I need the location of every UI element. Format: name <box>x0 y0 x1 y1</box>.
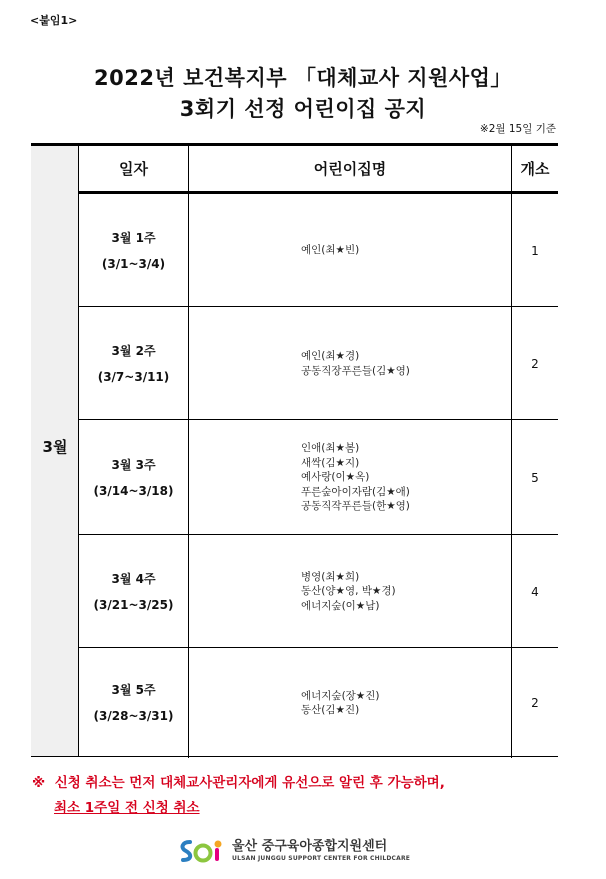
org-name-ko: 울산 중구육아종합지원센터 <box>232 839 388 854</box>
daycare-names <box>188 535 512 648</box>
month-label: 3월 <box>42 438 68 456</box>
doc-title-line1: 2022년 보건복지부 「대체교사 지원사업」 <box>94 66 512 90</box>
daycare-names <box>188 648 512 758</box>
table-header <box>79 146 558 194</box>
daycare-name: 공동직장푸른들(김★영) <box>301 364 410 377</box>
org-logo-text <box>232 839 410 863</box>
count-value: 2 <box>531 356 539 371</box>
basis-date-note: ※2월 15일 기준 <box>479 123 556 135</box>
table-row <box>79 535 558 648</box>
daycare-name: 인애(최★봄) <box>301 442 360 455</box>
selection-table <box>31 143 558 757</box>
week-range: (3/28~3/31) <box>93 709 174 723</box>
week-range: (3/21~3/25) <box>93 597 174 612</box>
table-row <box>79 307 558 420</box>
daycare-names <box>188 307 512 420</box>
daycare-name: 예사랑(이★옥) <box>301 471 370 484</box>
daycare-name: 새싹(김★지) <box>301 456 360 469</box>
week-label: 3월 1주 <box>111 230 156 245</box>
week-label: 3월 3주 <box>111 457 156 472</box>
attachment-label: <붙임1> <box>30 14 78 27</box>
count-value: 5 <box>531 470 539 485</box>
week-label: 3월 2주 <box>111 343 156 358</box>
table-row <box>79 194 558 307</box>
notice-text2: 최소 1주일 전 신청 취소 <box>54 800 200 816</box>
table-row <box>79 420 558 535</box>
month-column <box>31 146 79 756</box>
week-label: 3월 4주 <box>111 571 156 586</box>
daycare-name: 병영(최★희) <box>301 570 360 583</box>
notice-text1: 신청 취소는 먼저 대체교사관리자에게 유선으로 알린 후 가능하며, <box>54 775 445 791</box>
header-date: 일자 <box>119 160 148 178</box>
week-range: (3/1~3/4) <box>101 256 166 271</box>
daycare-name: 동산(양★영, 박★경) <box>301 585 396 598</box>
week-range: (3/7~3/11) <box>97 369 170 384</box>
table-row <box>79 648 558 758</box>
daycare-name: 공동직작푸른들(한★영) <box>301 500 410 513</box>
doc-title-line2: 3회기 선정 어린이집 공지 <box>179 97 427 121</box>
count-value: 1 <box>531 243 539 258</box>
cancel-notice <box>32 771 572 821</box>
week-cell <box>79 307 188 420</box>
week-cell <box>79 535 188 648</box>
week-range: (3/14~3/18) <box>93 483 174 498</box>
daycare-names <box>188 420 512 535</box>
daycare-name: 에너지숲(이★남) <box>301 599 380 612</box>
week-cell <box>79 194 188 307</box>
notice-line1 <box>32 771 572 796</box>
daycare-names <box>188 194 512 307</box>
count-value: 4 <box>531 584 539 599</box>
week-cell <box>79 648 188 758</box>
daycare-name: 동산(김★진) <box>301 704 360 716</box>
week-label: 3월 5주 <box>111 683 156 697</box>
org-logo-icon <box>176 836 226 866</box>
daycare-name: 예인(최★빈) <box>301 244 360 257</box>
daycare-name: 예인(최★경) <box>301 350 360 362</box>
header-count: 개소 <box>520 160 550 178</box>
header-name: 어린이집명 <box>188 146 512 191</box>
notice-line2 <box>32 796 572 821</box>
org-name-en: ULSAN JUNGGU SUPPORT CENTER FOR CHILDCARE <box>232 855 411 862</box>
daycare-name: 푸른숲아이자람(김★애) <box>301 485 410 498</box>
daycare-name: 에너지숲(장★진) <box>301 689 380 702</box>
week-cell <box>79 420 188 535</box>
notice-mark: ※ <box>32 775 46 791</box>
count-value: 2 <box>531 696 539 710</box>
org-logo <box>176 836 410 866</box>
